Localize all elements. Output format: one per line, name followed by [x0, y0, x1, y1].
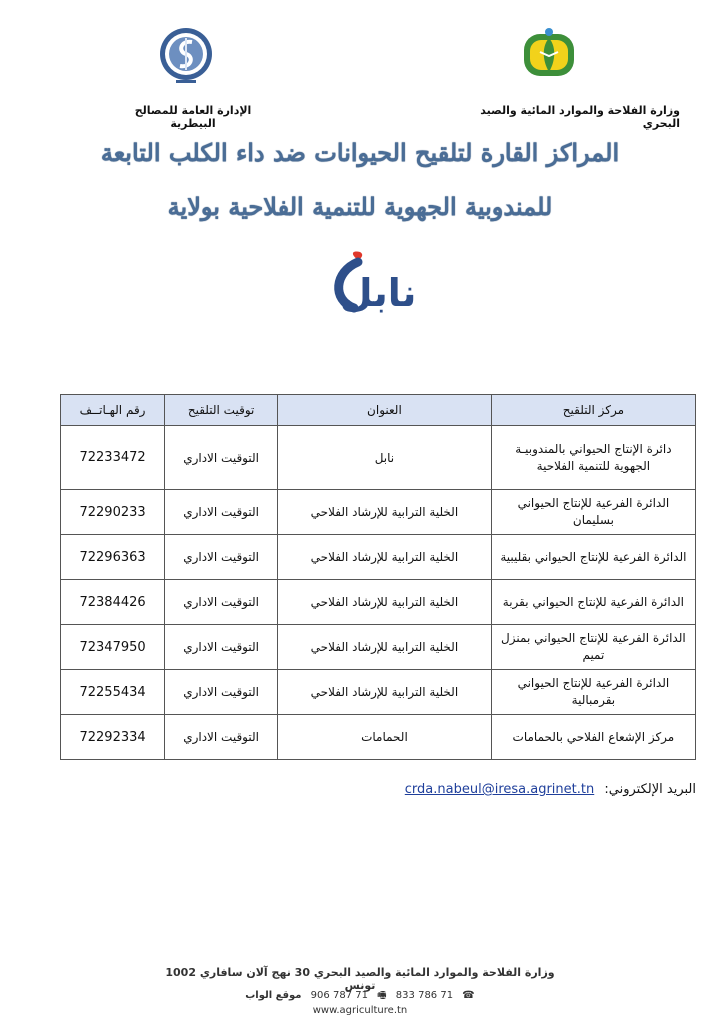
center-name: الدائرة الفرعية للإنتاج الحيواني بمنزل تميم — [491, 625, 695, 670]
center-address: الخلية الترابية للإرشاد الفلاحي — [278, 535, 492, 580]
center-timing: التوقيت الاداري — [165, 490, 278, 535]
center-name: الدائرة الفرعية للإنتاج الحيواني بقرمبالية — [491, 670, 695, 715]
document-title-line-1: المراكز القارة لتلقيح الحيوانات ضد داء الكلب التابعة — [100, 138, 620, 167]
center-timing: التوقيت الاداري — [165, 625, 278, 670]
center-address: الخلية الترابية للإرشاد الفلاحي — [278, 670, 492, 715]
center-name: دائرة الإنتاج الحيواني بالمندوبيـة الجهوية للتنمية الفلاحية — [491, 426, 695, 490]
table-row — [61, 670, 696, 715]
footer-phone: 71 786 833 — [395, 990, 454, 1001]
center-name: الدائرة الفرعية للإنتاج الحيواني بقليبية — [491, 535, 695, 580]
phone-icon: ☎ — [462, 990, 475, 1001]
center-address: الخلية الترابية للإرشاد الفلاحي — [278, 625, 492, 670]
table-row — [61, 580, 696, 625]
document-title-line-2: للمندوبية الجهوية للتنمية الفلاحية بولاية — [167, 192, 553, 221]
veterinary-services-logo — [158, 24, 214, 88]
email-link[interactable]: crda.nabeul@iresa.agrinet.tn — [404, 782, 595, 797]
center-phone: 72233472 — [61, 426, 165, 490]
center-timing: التوقيت الاداري — [165, 715, 278, 760]
website-label: موقع الواب — [245, 990, 302, 1001]
footer-address: وزارة الفلاحة والموارد المائية والصيد البحري 30 نهج آلان سافاري 1002 تونس — [165, 966, 555, 992]
center-phone: 72296363 — [61, 535, 165, 580]
city-name-text: نابل — [339, 271, 414, 315]
center-address: الخلية الترابية للإرشاد الفلاحي — [278, 490, 492, 535]
table-row — [61, 535, 696, 580]
center-timing: التوقيت الاداري — [165, 580, 278, 625]
header-address: العنوان — [278, 395, 492, 426]
email-row — [300, 782, 696, 797]
footer-contact — [210, 988, 510, 1016]
center-address: نابل — [278, 426, 492, 490]
center-phone: 72255434 — [61, 670, 165, 715]
table-header-row — [61, 395, 696, 426]
veterinary-services-label: الإدارة العامة للمصالح البيطرية — [134, 104, 252, 130]
ministry-label: وزارة الفلاحة والموارد المائية والصيد البحري — [480, 104, 680, 130]
table-row — [61, 715, 696, 760]
center-timing: التوقيت الاداري — [165, 426, 278, 490]
center-timing: التوقيت الاداري — [165, 535, 278, 580]
fax-icon: 🖷 — [377, 990, 387, 1001]
center-phone: 72290233 — [61, 490, 165, 535]
ministry-logo — [520, 26, 578, 84]
center-name: الدائرة الفرعية للإنتاج الحيواني بسليمان — [491, 490, 695, 535]
table-row — [61, 490, 696, 535]
center-phone: 72347950 — [61, 625, 165, 670]
center-address: الخلية الترابية للإرشاد الفلاحي — [278, 580, 492, 625]
center-address: الحمامات — [278, 715, 492, 760]
center-timing: التوقيت الاداري — [165, 670, 278, 715]
table-row — [61, 625, 696, 670]
center-name: مركز الإشعاع الفلاحي بالحمامات — [491, 715, 695, 760]
header-center: مركز التلقيح — [491, 395, 695, 426]
footer-fax: 71 787 906 — [310, 990, 368, 1001]
vaccination-centers-table — [60, 394, 696, 760]
center-phone: 72384426 — [61, 580, 165, 625]
center-phone: 72292334 — [61, 715, 165, 760]
table-row — [61, 426, 696, 490]
website-link[interactable]: www.agriculture.tn — [312, 1005, 408, 1016]
email-label: البريد الإلكتروني: — [604, 782, 696, 797]
nabeul-city-logo — [314, 250, 414, 320]
center-name: الدائرة الفرعية للإنتاج الحيواني بقربة — [491, 580, 695, 625]
header-timing: توقيت التلقيح — [165, 395, 278, 426]
header-phone: رقم الهـاتــف — [61, 395, 165, 426]
